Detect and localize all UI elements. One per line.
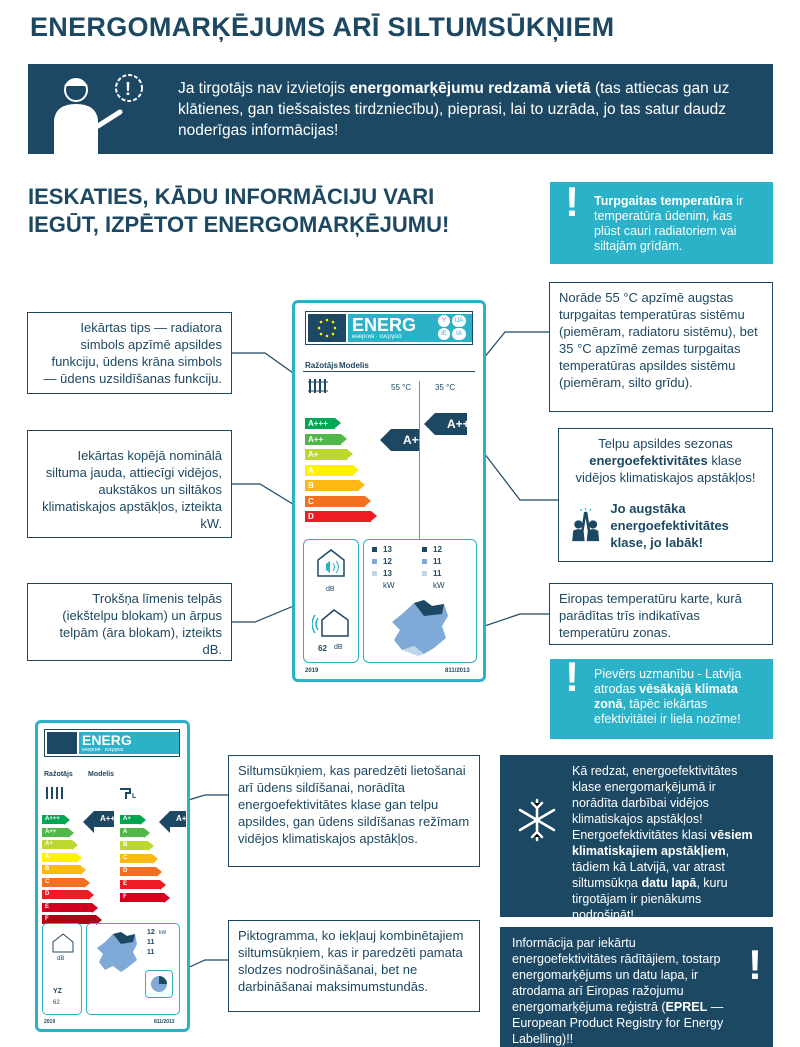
heating-class-bar: D xyxy=(42,890,88,899)
outdoor-noise-icon xyxy=(312,608,352,638)
europe-map-icon xyxy=(384,598,456,658)
water-class-bar: A+ xyxy=(120,815,140,824)
heating-class-bar: F xyxy=(42,915,96,924)
energ-logo: ENERG xyxy=(348,314,472,342)
water-class-bar: D xyxy=(120,867,156,876)
water-class-arrow: A+ xyxy=(170,811,186,827)
latvia-climate-note: ! Pievērs uzmanību - Latvija atrodas vēsākajā klimata zonā, tāpēc iekārtas efektivitātei ir liela nozīme! xyxy=(550,659,773,739)
water-class-bar: E xyxy=(120,880,160,889)
label-header: ENERG енергия · ενεργεια xyxy=(44,729,180,757)
exclamation-icon: ! xyxy=(748,941,762,988)
efficiency-slogan: Jo augstāka energoefektivitātes klase, jo labāk! xyxy=(610,500,729,550)
europe-map-icon xyxy=(93,930,143,976)
water-class-bar: A xyxy=(120,828,144,837)
rated-power-note: Iekārtas kopējā nominālā siltuma jauda, attiecīgi vidējos, aukstākos un siltākos klimatiskajos apstākļos, izteikta kW. xyxy=(27,430,232,538)
heating-class-bar: A+ xyxy=(42,840,72,849)
svg-text:!: ! xyxy=(125,79,131,99)
model-label: Modelis xyxy=(339,361,369,370)
noise-panel: dB YZ 62 xyxy=(42,923,82,1015)
flow-temperature-note: ! Turpgaitas temperatūra ir temperatūra ūdenim, kas plūst cauri radiatoriem vai siltajām grīdām. xyxy=(550,182,773,264)
class-bar: D xyxy=(305,511,371,522)
snowflake-icon xyxy=(514,797,560,843)
indoor-noise-icon xyxy=(316,548,346,578)
exclamation-icon: ! xyxy=(565,653,579,700)
indoor-noise-icon xyxy=(51,932,75,954)
supplier-label: Ražotājs xyxy=(305,361,338,370)
page-title: ENERGOMARĶĒJUMS ARĪ SILTUMSŪKŅIEM xyxy=(30,12,615,42)
noise-panel: dB 62 dB xyxy=(303,539,359,663)
eprel-note: ! Informācija par iekārtu energoefektivitātes rādītājiem, tostarp energomarķējums un datu lapa, ir atrodama arī Eiropas ražojumu energomarķējuma reģistrā (EPREL — European Product Registry for Energy Labelling)!! xyxy=(500,927,773,1047)
heating-class-bar: B xyxy=(42,865,80,874)
class-35-arrow: A+++ xyxy=(435,413,467,435)
class-bar: A+++ xyxy=(305,418,335,429)
device-type-note: Iekārtas tips — radiatora simbols apzīmē apsildes funkciju, ūdens krāna simbols — ūdens uzsildīšanas funkciju. xyxy=(27,312,232,394)
class-bar: B xyxy=(305,480,359,491)
flow-temp-explanation: Norāde 55 °C apzīmē augstas turpgaitas temperatūras sistēmu (piemēram, radiatoru sistēmu), bet 35 °C apzīmē zemas turpgaitas temperatūras apsildes sistēmu (piemēram, silto grīdu). xyxy=(549,282,773,412)
heating-class-bar: A xyxy=(42,853,76,862)
temperature-map-note: Eiropas temperatūru karte, kurā parādītas trīs indikatīvas temperatūru zonas. xyxy=(549,583,773,645)
water-class-bar: B xyxy=(120,841,148,850)
label-header: ENERG енергия · ενεργεια Y IJA IE IA xyxy=(305,311,473,345)
power-map-panel: 12 11 11 kW xyxy=(86,923,180,1015)
class-bar: A++ xyxy=(305,434,341,445)
eu-flag-icon xyxy=(308,314,346,342)
class-bar: A xyxy=(305,465,353,476)
peak-load-pictogram xyxy=(145,970,173,998)
cold-climate-note: Kā redzat, energoefektivitātes klase energomarķējumā ir norādīta darbībai vidējos klimatiskajos apstākļos! Energoefektivitātes klasi vēsiem klimatiskajiem apstākļiem, tādiem kā Latvijā, var atrast siltumsūkņa datu lapā, kuru tirgotājam ir pienākums nodrošināt! xyxy=(500,755,773,917)
pictogram-note: Piktogramma, ko iekļauj kombinētajiem siltumsūkņiem, kas ir paredzēti pamata slodzes nodrošināšanai, bet ne darbināšanai maksimumstundās. xyxy=(228,920,480,1012)
power-map-panel: 13 12 13 kW 12 11 11 kW xyxy=(363,539,477,663)
season-efficiency-note: Telpu apsildes sezonas energoefektivitātes klase vidējos klimatiskajos apstākļos! Jo augstāka energoefektivitātes klase, jo labāk! xyxy=(558,428,773,562)
eu-flag-icon xyxy=(47,732,77,754)
energ-logo: ENERG xyxy=(79,732,179,754)
energy-label-combined: ENERG енергия · ενεργεια Ražotājs Modelis L A+++ A++ A+ A B C D E F A+ A B C D E F A+++ A+ dB YZ 62 12 11 11 kW 2019 811/2013 xyxy=(35,720,190,1032)
noise-level-note: Trokšņa līmenis telpās (iekštelpu blokam) un ārpus telpām (āra blokam), izteikts dB. xyxy=(27,583,232,661)
class-55-arrow: A++ xyxy=(391,429,419,451)
heating-class-bar: A++ xyxy=(42,828,68,837)
heating-class-bar: A+++ xyxy=(42,815,64,824)
heating-class-bar: E xyxy=(42,903,92,912)
heating-class-arrow: A+++ xyxy=(94,811,114,827)
radiator-icon xyxy=(44,785,64,806)
water-heating-note: Siltumsūkņiem, kas paredzēti lietošanai arī ūdens sildīšanai, norādīta energoefektivitātes klase gan telpu apsildes, gan ūdens sildīšanas režīmam vidējos klimatiskajos apstākļos. xyxy=(228,755,480,867)
water-class-bar: C xyxy=(120,854,152,863)
energy-label-heating: ENERG енергия · ενεργεια Y IJA IE IA Ražotājs Modelis 55 °C 35 °C A+++ A++ A+ A B C D A++ A+++ dB 62 dB 13 12 13 kW 12 11 11 kW 2019 811/2013 xyxy=(292,300,486,682)
section-heading: IESKATIES, KĀDU INFORMĀCIJU VARI IEGŪT, IZPĒTOT ENERGOMARĶĒJUMU! xyxy=(28,184,450,237)
water-class-bar: F xyxy=(120,893,164,902)
class-bar: C xyxy=(305,496,365,507)
heating-class-bar: C xyxy=(42,878,84,887)
intro-text: Ja tirgotājs nav izvietojis energomarķējumu redzamā vietā (tas attiecas gan uz klātienes, gan tiešsaistes tirdzniecību), pieprasi, lai to uzrāda, jo tas satur daudz noderīgas informācijas! xyxy=(178,79,730,139)
radiator-icon xyxy=(307,377,331,400)
class-bar: A+ xyxy=(305,449,347,460)
exclamation-icon: ! xyxy=(565,178,579,225)
